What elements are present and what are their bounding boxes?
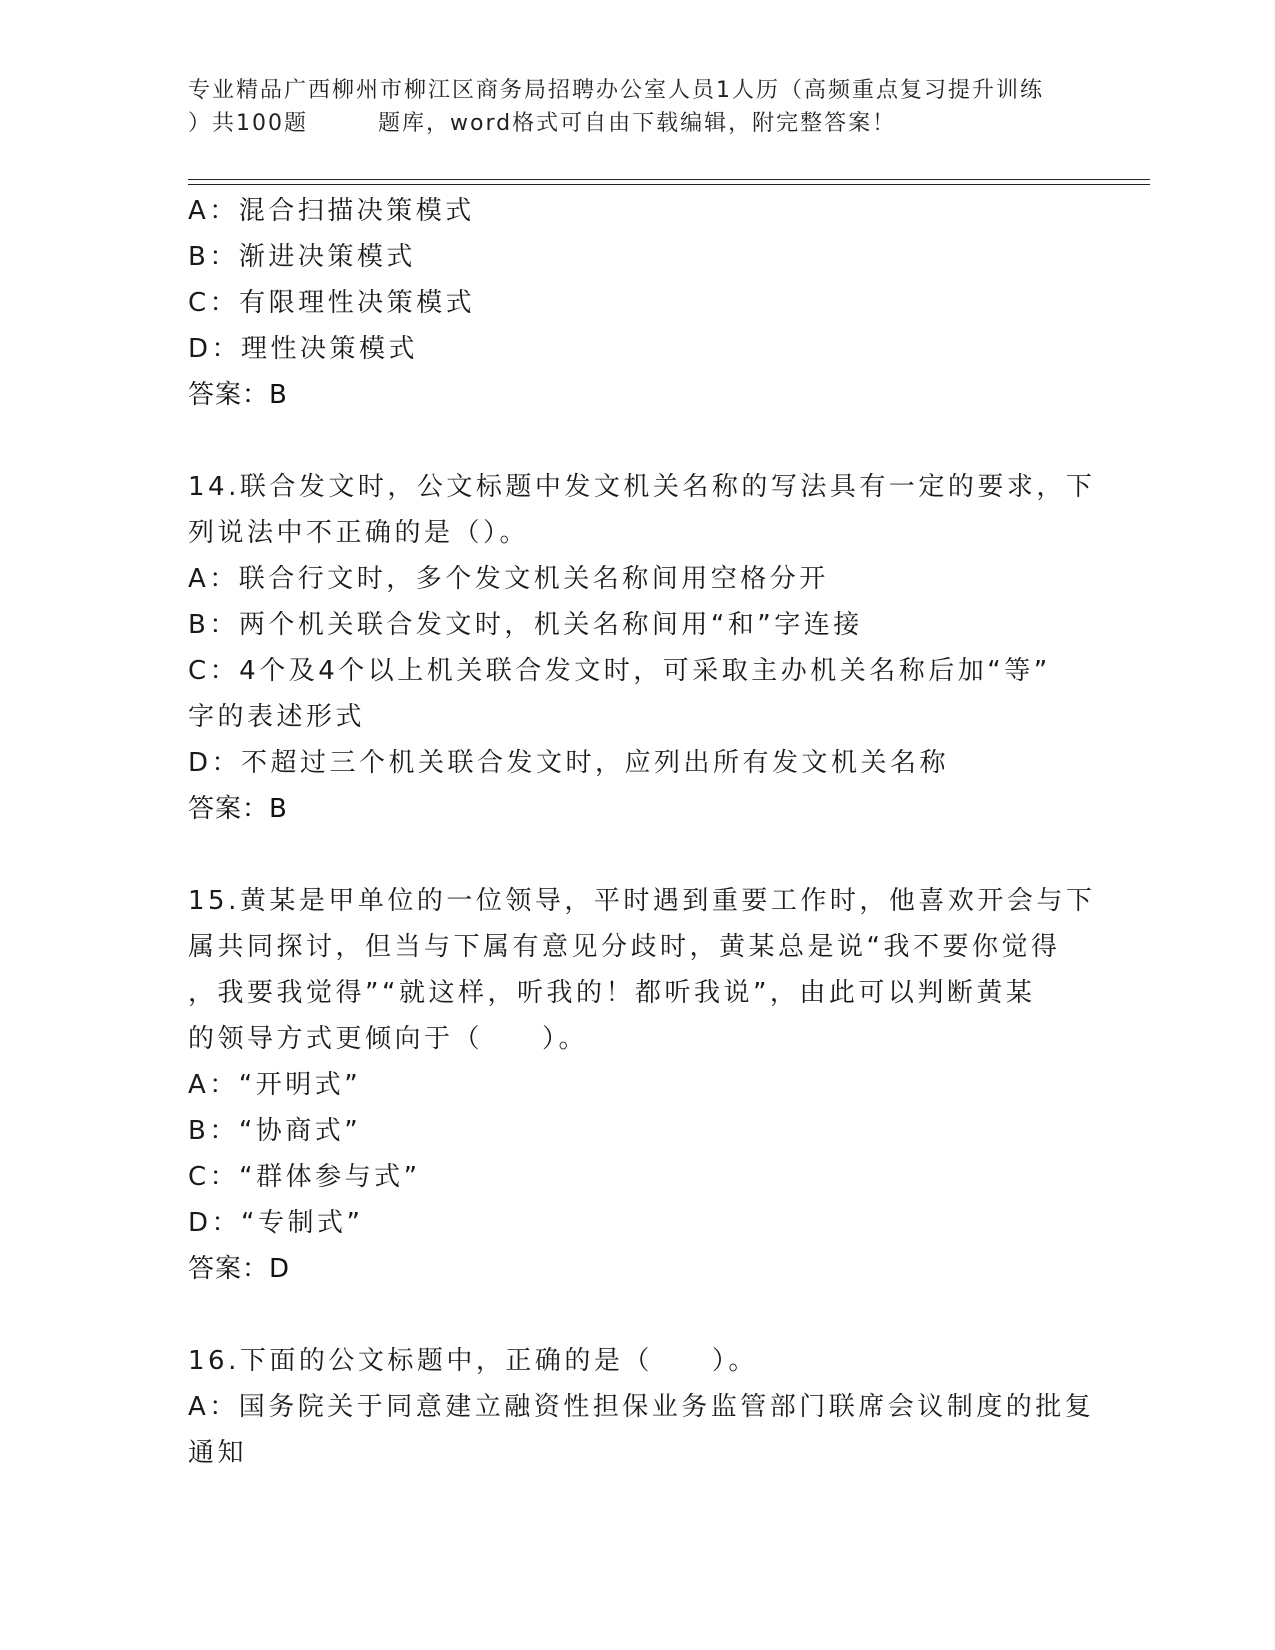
q13-answer: 答案：B bbox=[188, 380, 288, 410]
document-header bbox=[188, 74, 1088, 140]
q15-option-a: A：“开明式” bbox=[188, 1070, 362, 1100]
q16-option-a: A：国务院关于同意建立融资性担保业务监管部门联席会议制度的批复 bbox=[188, 1392, 1095, 1422]
q16-option-a-cont: 通知 bbox=[188, 1438, 248, 1468]
q15-option-c: C：“群体参与式” bbox=[188, 1162, 421, 1192]
question-14 bbox=[188, 464, 1096, 832]
header-line-2 bbox=[188, 107, 1088, 140]
q14-option-b: B：两个机关联合发文时，机关名称间用“和”字连接 bbox=[188, 610, 863, 640]
q14-option-c-cont: 字的表述形式 bbox=[188, 702, 366, 732]
question-13 bbox=[188, 188, 1088, 418]
q14-answer: 答案：B bbox=[188, 794, 288, 824]
header-line-2-part-b: 题库，word格式可自由下载编辑，附完整答案！ bbox=[378, 111, 897, 136]
q15-option-d: D：“专制式” bbox=[188, 1208, 364, 1238]
q13-option-a: A：混合扫描决策模式 bbox=[188, 196, 475, 226]
q14-stem-line-1: 14.联合发文时，公文标题中发文机关名称的写法具有一定的要求，下 bbox=[188, 472, 1096, 502]
q15-stem-line-3: ，我要我觉得”“就这样，听我的！都听我说”，由此可以判断黄某 bbox=[188, 978, 1036, 1008]
q15-stem-line-2: 属共同探讨，但当与下属有意见分歧时，黄某总是说“我不要你觉得 bbox=[188, 932, 1061, 962]
header-divider-bottom bbox=[188, 184, 1150, 185]
question-15 bbox=[188, 878, 1096, 1292]
q13-option-d: D：理性决策模式 bbox=[188, 334, 419, 364]
q15-answer: 答案：D bbox=[188, 1254, 291, 1284]
q14-option-a: A：联合行文时，多个发文机关名称间用空格分开 bbox=[188, 564, 829, 594]
question-16 bbox=[188, 1338, 1095, 1476]
header-line-1: 专业精品广西柳州市柳江区商务局招聘办公室人员1人历（高频重点复习提升训练 bbox=[188, 78, 1044, 103]
q15-option-b: B：“协商式” bbox=[188, 1116, 362, 1146]
header-line-2-part-a: ）共100题 bbox=[188, 111, 308, 136]
q13-option-c: C：有限理性决策模式 bbox=[188, 288, 476, 318]
q15-stem-line-1: 15.黄某是甲单位的一位领导，平时遇到重要工作时，他喜欢开会与下 bbox=[188, 886, 1096, 916]
q16-stem-line-1: 16.下面的公文标题中，正确的是（ ）。 bbox=[188, 1346, 758, 1376]
q14-option-d: D：不超过三个机关联合发文时，应列出所有发文机关名称 bbox=[188, 748, 950, 778]
q15-stem-line-4: 的领导方式更倾向于（ ）。 bbox=[188, 1024, 589, 1054]
q14-option-c: C：4个及4个以上机关联合发文时，可采取主办机关名称后加“等” bbox=[188, 656, 1051, 686]
header-divider-top bbox=[188, 179, 1150, 180]
q13-option-b: B：渐进决策模式 bbox=[188, 242, 416, 272]
question-content bbox=[188, 188, 1096, 1476]
q14-stem-line-2: 列说法中不正确的是（）。 bbox=[188, 518, 530, 548]
